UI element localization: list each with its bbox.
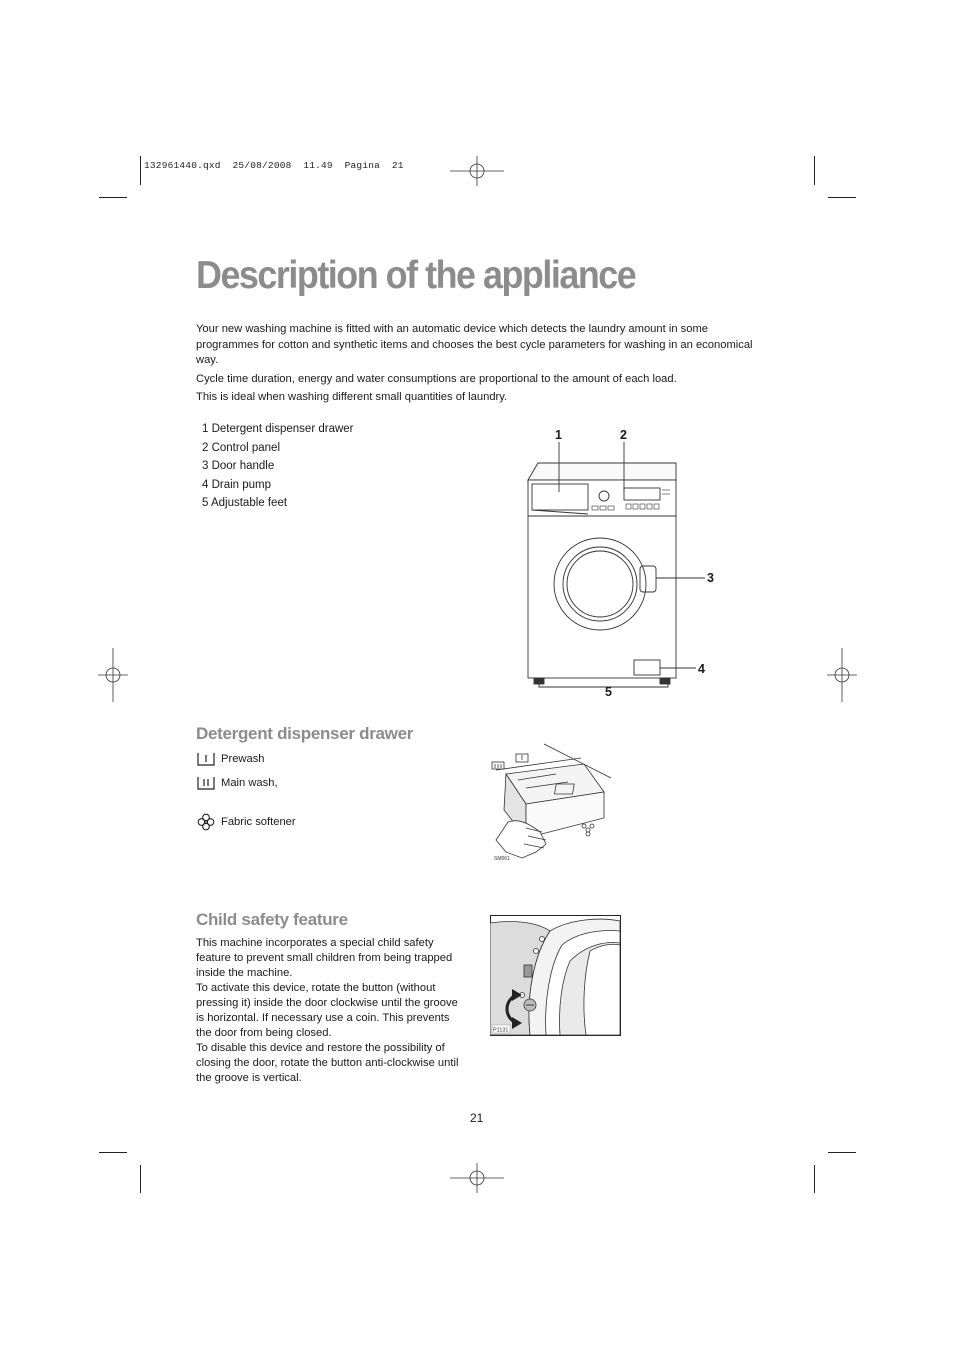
parts-list-item: 2 Control panel bbox=[202, 441, 280, 454]
callout-2: 2 bbox=[620, 428, 627, 442]
dispenser-heading: Detergent dispenser drawer bbox=[196, 724, 414, 743]
prewash-icon bbox=[197, 752, 215, 766]
intro-paragraph: This is ideal when washing different small quantities of laundry. bbox=[196, 391, 508, 403]
dispenser-drawer-illustration bbox=[486, 740, 616, 865]
main-wash-icon bbox=[197, 776, 215, 790]
callout-5: 5 bbox=[605, 685, 612, 699]
parts-list-item: 3 Door handle bbox=[202, 460, 275, 472]
page-title: Description of the appliance bbox=[196, 254, 636, 297]
parts-list-item: 1 Detergent dispenser drawer bbox=[202, 423, 354, 435]
intro-text bbox=[196, 322, 766, 406]
child-safety-illustration bbox=[490, 915, 621, 1036]
legend-label: Main wash, bbox=[221, 777, 278, 789]
legend-label: Fabric softener bbox=[221, 816, 296, 828]
callout-4: 4 bbox=[698, 662, 705, 676]
child-safety-text: This machine incorporates a special child safety feature to prevent small children from being trapped inside the machine. To activate this device, rotate the button (without pressing it) inside the door clockwise until the groove is horizontal. If necessary use a coin. This prevents the door from being closed. To disable this device and restore the possibility of closing the door, rotate the button anti-clockwise until the groove is vertical. bbox=[196, 937, 459, 1084]
parts-list-item: 4 Drain pump bbox=[202, 478, 272, 491]
intro-paragraph: Cycle time duration, energy and water consumptions are proportional to the amount of each load. bbox=[196, 372, 677, 385]
legend-label: Prewash bbox=[221, 753, 265, 765]
legend-main-wash bbox=[197, 776, 278, 790]
child-safety-heading: Child safety feature bbox=[196, 910, 348, 929]
fabric-softener-icon bbox=[197, 813, 215, 831]
print-slug: 132961440.qxd 25/08/2008 11.49 Pagina 21 bbox=[144, 160, 404, 171]
legend-prewash bbox=[197, 752, 265, 766]
legend-fabric-softener bbox=[197, 813, 296, 831]
callout-3: 3 bbox=[707, 571, 714, 585]
callout-1: 1 bbox=[555, 428, 562, 442]
page-number: 21 bbox=[470, 1111, 484, 1125]
washing-machine-illustration bbox=[500, 420, 730, 705]
parts-list-item: 5 Adjustable feet bbox=[202, 497, 288, 509]
figure-code: P1131 bbox=[493, 1027, 509, 1034]
parts-list bbox=[202, 420, 354, 513]
figure-code: SM061 bbox=[494, 856, 510, 862]
intro-paragraph: Your new washing machine is fitted with an automatic device which detects the laundry amount in some programmes for cotton and synthetic items and chooses the best cycle parameters for washing in an economical way. bbox=[196, 323, 753, 366]
